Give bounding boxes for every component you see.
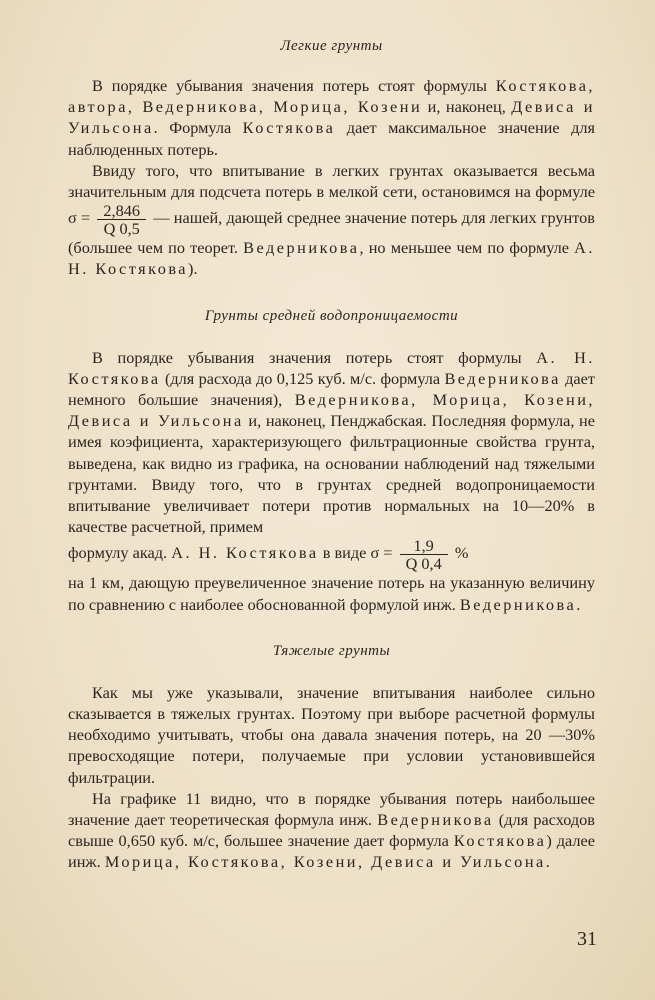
paragraph-medium-tail: на 1 км, дающую преувеличенное значение потерь на указанную величину по сравнению с наиболее обоснованной формулой инж. Ведерникова.	[68, 573, 595, 614]
fraction-denominator: Q 0,4	[405, 554, 442, 574]
section-heading-heavy-soils: Тяжелые грунты	[272, 642, 391, 659]
fraction-numerator: 1,9	[400, 537, 448, 555]
paragraph-light-1: В порядке убывания значения потерь стоят формулы Костякова, автора, Ведерникова, Морица, Козени и, наконец, Девиса и Уильсона. Формула Костякова дает максимальное значение для наблюденных потерь.	[68, 76, 595, 159]
paragraph-heavy-2: На графике 11 видно, что в порядке убывания потерь наибольшее значение дает теоретическая формула инж. Ведерникова (для расходов свыше 0,650 куб. м/с, большее значение дает формула Костякова) далее инж. Морица, Костякова, Козени, Девиса и Уильсона.	[68, 788, 595, 872]
paragraph-medium-1: В порядке убывания значения потерь стоят формулы А. Н. Костякова (для расхода до 0,125 куб. м/с. формула Ведерникова дает немного большие значения), Ведерникова, Морица, Козени, Девиса и Уильсона и, наконец, Пенджабская. Последняя формула, не имея коэфициента, характеризующего фильтрационные свойства грунта, выведена, как видно из графика, на основании наблюдений над тяжелыми грунтами. Ввиду того, что в грунтах средней водопроницаемости впитывание увеличивает потери против нормальных на 10—20% в качестве расчетной, примем	[68, 347, 596, 537]
section-heading-light-soils: Легкие грунты	[280, 38, 383, 54]
formula-fraction	[97, 202, 146, 237]
section-heading-medium-soils: Грунты средней водопроницаемости	[204, 307, 459, 324]
page-number: 31	[577, 928, 597, 950]
fraction-numerator: 2,846	[97, 202, 146, 220]
paragraph-medium-formula: формулу акад. А. Н. Костякова в виде σ = $\frac{1,9}{Q 0,4}$ %	[68, 536, 469, 574]
fraction-denominator: Q 0,5	[103, 219, 140, 239]
formula-fraction	[400, 537, 448, 572]
paragraph-light-2: Ввиду того, что впитывание в легких грунтах оказывается весьма значительным для подсчета потерь в мелкой сети, остановимся на формуле σ = $\frac{2,846}{Q 0,5}$ — нашей, дающей среднее значение потерь для легких грунтов (большее чем по теорет. Ведерникова, но меньшее чем по формуле А. Н. Костякова).	[68, 160, 595, 279]
paragraph-heavy-1: Как мы уже указывали, значение впитывания наиболее сильно сказывается в тяжелых грунтах. Поэтому при выборе расчетной формулы необходимо учитывать, чтобы она давала значения потерь, на 20 —30% превосходящие потери, получаемые при условии установившейся фильтрации.	[68, 682, 595, 787]
